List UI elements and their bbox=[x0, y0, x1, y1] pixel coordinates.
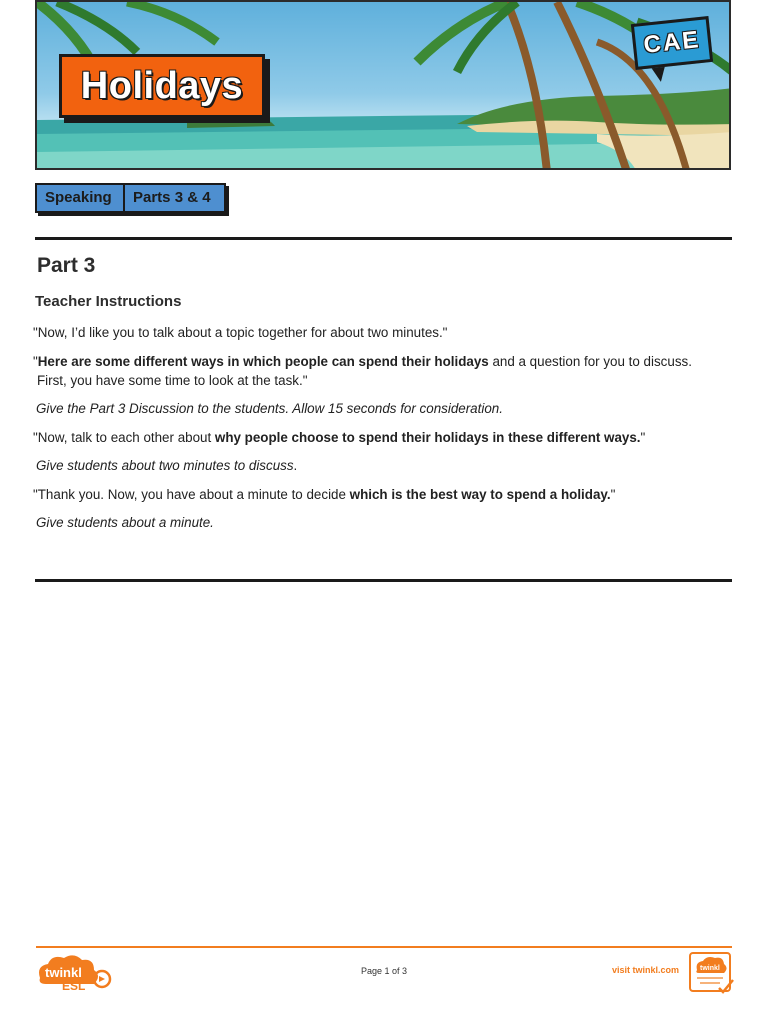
logo-sub-text: ESL bbox=[62, 979, 86, 993]
paragraph-2-bold: Here are some different ways in which people can spend their holidays bbox=[37, 354, 489, 369]
paragraph-2-rest: and a question for you to discuss. bbox=[488, 354, 692, 369]
paragraph-6 bbox=[33, 485, 723, 504]
paragraph-3 bbox=[36, 399, 726, 418]
paragraph-5-text: Give students about two minutes to discuss bbox=[36, 458, 294, 473]
divider-bottom bbox=[35, 579, 732, 582]
level-badge bbox=[631, 16, 713, 70]
quality-badge bbox=[689, 952, 735, 999]
paragraph-5 bbox=[36, 456, 726, 475]
paragraph-2-quote: " bbox=[33, 354, 38, 369]
paragraph-6-plain: "Thank you. Now, you have about a minute to decide bbox=[33, 487, 350, 502]
tag-speaking: Speaking bbox=[35, 183, 125, 213]
section-subheading: Teacher Instructions bbox=[35, 293, 182, 310]
paragraph-7-text: Give students about a minute. bbox=[36, 515, 214, 530]
title-box bbox=[59, 54, 265, 118]
tag-parts: Parts 3 & 4 bbox=[123, 183, 226, 213]
paragraph-4 bbox=[33, 428, 723, 447]
paragraph-2 bbox=[33, 352, 723, 390]
section-heading: Part 3 bbox=[37, 254, 96, 277]
paragraph-2-line2: First, you have some time to look at the task." bbox=[37, 373, 308, 388]
footer-rule bbox=[36, 946, 732, 948]
visit-link[interactable]: visit twinkl.com bbox=[612, 965, 680, 975]
paragraph-1 bbox=[33, 323, 723, 342]
quality-badge-icon bbox=[689, 952, 735, 994]
paragraph-4-plain: "Now, talk to each other about bbox=[33, 430, 215, 445]
paragraph-3-text: Give the Part 3 Discussion to the students. Allow 15 seconds for consideration. bbox=[36, 401, 503, 416]
logo-text: twinkl bbox=[45, 965, 82, 980]
level-badge-label: CAE bbox=[642, 26, 702, 59]
paragraph-6-end: " bbox=[610, 487, 616, 502]
header-banner bbox=[35, 0, 731, 170]
paragraph-6-bold: which is the best way to spend a holiday. bbox=[349, 487, 611, 502]
page-number: Page 1 of 3 bbox=[360, 966, 408, 976]
paragraph-4-bold: why people choose to spend their holidays in these different ways. bbox=[214, 430, 641, 445]
paragraph-1-text: "Now, I’d like you to talk about a topic together for about two minutes." bbox=[33, 325, 448, 340]
page-title: Holidays bbox=[80, 65, 244, 107]
paragraph-4-end: " bbox=[640, 430, 646, 445]
divider-top bbox=[35, 237, 732, 240]
paragraph-5-end: . bbox=[293, 458, 298, 473]
badge-text: twinkl bbox=[700, 965, 720, 972]
paragraph-7 bbox=[36, 513, 726, 532]
